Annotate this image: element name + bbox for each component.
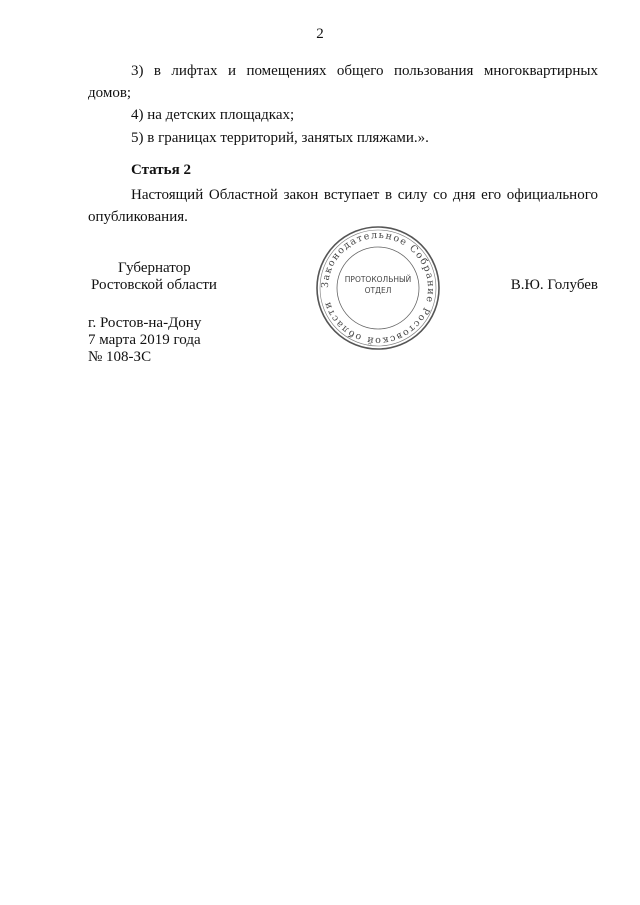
signatory-name: В.Ю. Голубев	[510, 277, 598, 293]
signatory-title-line1: Губернатор	[118, 260, 191, 276]
page-number: 2	[316, 26, 324, 42]
law-number: № 108-ЗС	[88, 349, 152, 365]
list-item-4: 4) на детских площадках;	[131, 107, 295, 123]
stamp-ring-text: Законодательное Собрание Ростовской области	[319, 229, 437, 347]
signing-place: г. Ростов-на-Дону	[88, 315, 202, 331]
list-item-3: 3) в лифтах и помещениях общего пользования многоквартирных домов;	[88, 63, 598, 101]
stamp-icon	[314, 224, 442, 352]
official-stamp	[314, 224, 442, 352]
signing-date: 7 марта 2019 года	[88, 332, 201, 348]
list-item-5: 5) в границах территорий, занятых пляжами.».	[131, 130, 429, 146]
article-heading: Статья 2	[131, 162, 191, 178]
stamp-inner-line2: ОТДЕЛ	[364, 286, 392, 295]
signatory-title-line2: Ростовской области	[91, 277, 217, 293]
stamp-inner-line1: ПРОТОКОЛЬНЫЙ	[344, 275, 412, 284]
article-body: Настоящий Областной закон вступает в силу со дня его официального опубликования.	[88, 187, 598, 225]
